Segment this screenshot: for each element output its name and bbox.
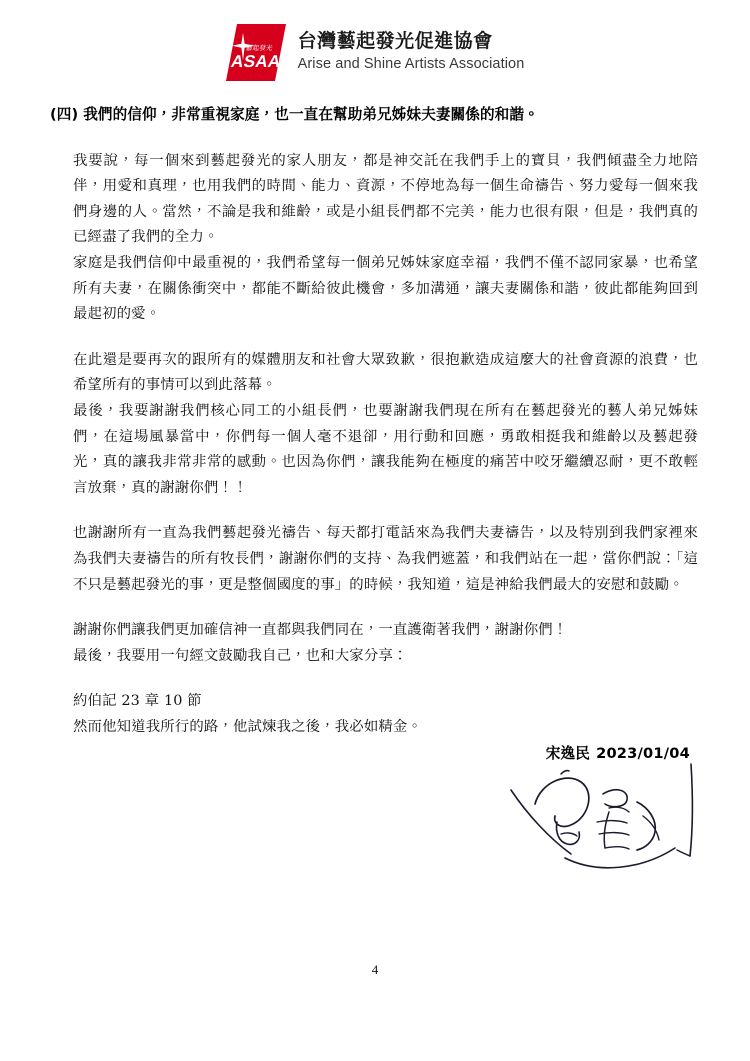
scripture-reference: 約伯記 23 章 10 節 [73, 693, 202, 710]
spacer [50, 127, 700, 149]
letterhead [0, 18, 750, 86]
scripture-verse: 然而他知道我所行的路，他試煉我之後，我必如精金。 [73, 718, 422, 735]
signature-line [546, 742, 690, 763]
paragraph-3: 在此還是要再次的跟所有的媒體朋友和社會大眾致歉，很抱歉造成這麼大的社會資源的浪費，也希望所有的事情可以到此落幕。 [73, 351, 698, 394]
section-heading-text: 我們的信仰，非常重視家庭，也一直在幫助弟兄姊妹夫妻關係的和諧。 [83, 106, 539, 123]
asaa-logo [226, 24, 286, 81]
spacer [73, 669, 698, 689]
spacer [73, 598, 698, 618]
paragraph-group [73, 149, 698, 741]
org-name-english: Arise and Shine Artists Association [297, 56, 525, 73]
paragraph-2: 家庭是我們信仰中最重視的，我們希望每一個弟兄姊妹家庭幸福，我們不僅不認同家暴，也希望所有夫妻，在關係衝突中，都能不斷給彼此機會，多加溝通，讓夫妻關係和諧，彼此都能夠回到最起初的愛。 [73, 254, 698, 323]
paragraph-4: 最後，我要謝謝我們核心同工的小組長們，也要謝謝我們現在所有在藝起發光的藝人弟兄姊妹們，在這場風暴當中，你們每一個人毫不退卻，用行動和回應，勇敢相挺我和維齡以及藝起發光，真的讓我非常非常的感動。也因為你們，讓我能夠在極度的痛苦中咬牙繼續忍耐，更不敢輕言放棄，真的謝謝你們！！ [73, 402, 698, 496]
spacer [73, 328, 698, 348]
page-number: 4 [371, 962, 379, 977]
paragraph-7: 最後，我要用一句經文鼓勵我自己，也和大家分享： [73, 647, 408, 664]
section-heading [50, 104, 700, 127]
org-name-chinese: 台灣藝起發光促進協會 [297, 30, 493, 53]
logo-chinese-mark: 藝起發光 [244, 43, 274, 52]
signer-name: 宋逸民 [545, 745, 591, 762]
handwritten-signature-icon [505, 762, 720, 877]
paragraph-5: 也謝謝所有一直為我們藝起發光禱告、每天都打電話來為我們夫妻禱告，以及特別到我們家裡來為我們夫妻禱告的所有牧長們，謝謝你們的支持、為我們遮蓋，和我們站在一起，當你們說：「這不只是藝起發光的事，更是整個國度的事」的時候，我知道，這是神給我們最大的安慰和鼓勵。 [73, 525, 698, 593]
section-number: (四) [50, 106, 79, 123]
spacer [73, 501, 698, 521]
logo-wordmark: ASAA [229, 51, 283, 71]
org-name-block [298, 31, 525, 73]
signature-date: 2023/01/04 [596, 745, 690, 762]
paragraph-6: 謝謝你們讓我們更加確信神一直都與我們同在，一直護衛著我們，謝謝你們！ [73, 622, 568, 639]
paragraph-1: 我要說，每一個來到藝起發光的家人朋友，都是神交託在我們手上的寶貝，我們傾盡全力地陪伴，用愛和真理，也用我們的時間、能力、資源，不停地為每一個生命禱告、努力愛每一個來我們身邊的人。當然，不論是我和維齡，或是小組長們都不完美，能力也很有限，但是，我們真的已經盡了我們的全力。 [73, 152, 698, 246]
document-body [50, 104, 700, 740]
